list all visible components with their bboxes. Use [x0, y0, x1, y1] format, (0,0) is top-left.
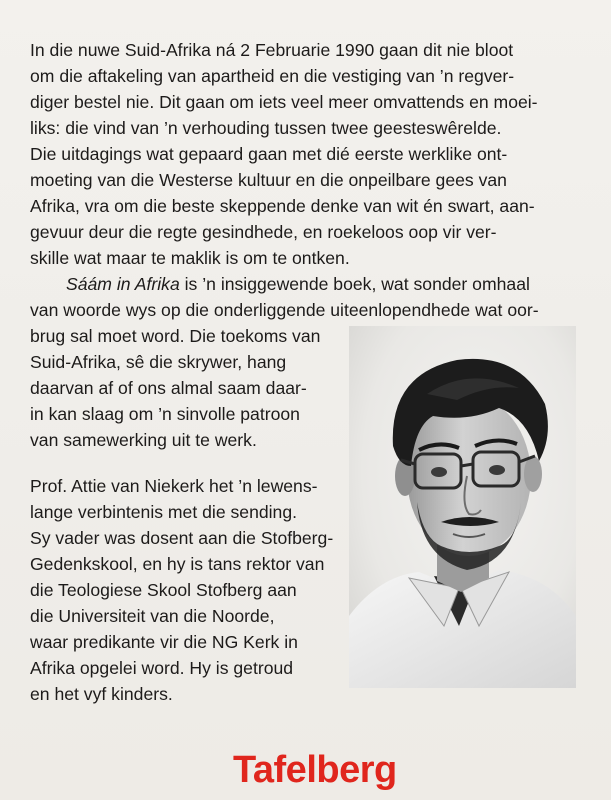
bio-line: Sy vader was dosent aan die Stofberg- — [30, 528, 334, 548]
bio-line: en het vyf kinders. — [30, 684, 173, 704]
blurb-line: Afrika, vra om die beste skeppende denke van wit én swart, aan- — [30, 196, 535, 216]
author-photo — [349, 326, 576, 688]
book-title: Sáám in Afrika — [66, 274, 180, 294]
blurb-text: is ’n insiggewende boek, wat sonder omhaal — [179, 274, 530, 294]
bio-line: Prof. Attie van Niekerk het ’n lewens- — [30, 476, 318, 496]
blurb-line: in kan slaag om ’n sinvolle patroon — [30, 404, 300, 424]
blurb-line: van samewerking uit te werk. — [30, 430, 257, 450]
blurb-line: diger bestel nie. Dit gaan om iets veel meer omvattends en moei- — [30, 92, 538, 112]
blurb-line: gevuur deur die regte gesindhede, en roekeloos oop vir ver- — [30, 222, 497, 242]
blurb-line: om die aftakeling van apartheid en die vestiging van ’n regver- — [30, 66, 515, 86]
bio-line: lange verbintenis met die sending. — [30, 502, 298, 522]
blurb-line: daarvan af of ons almal saam daar- — [30, 378, 307, 398]
blurb-line: Suid-Afrika, sê die skrywer, hang — [30, 352, 287, 372]
publisher-logo: Tafelberg — [233, 749, 397, 791]
blurb-line: van woorde wys op die onderliggende uiteenlopendhede wat oor- — [30, 300, 539, 320]
blurb-line: liks: die vind van ’n verhouding tussen twee geesteswêrelde. — [30, 118, 502, 138]
blurb-line: skille wat maar te maklik is om te ontken. — [30, 248, 350, 268]
bio-line: Gedenkskool, en hy is tans rektor van — [30, 554, 325, 574]
blurb-line: brug sal moet word. Die toekoms van — [30, 326, 321, 346]
portrait-icon — [349, 326, 576, 688]
blurb-line: Die uitdagings wat gepaard gaan met dié eerste werklike ont- — [30, 144, 508, 164]
blurb-line — [66, 271, 530, 297]
blurb-line: moeting van die Westerse kultuur en die onpeilbare gees van — [30, 170, 507, 190]
bio-line: Afrika opgelei word. Hy is getroud — [30, 658, 294, 678]
bio-line: die Universiteit van die Noorde, — [30, 606, 275, 626]
blurb-line: In die nuwe Suid-Afrika ná 2 Februarie 1990 gaan dit nie bloot — [30, 40, 514, 60]
bio-line: die Teologiese Skool Stofberg aan — [30, 580, 297, 600]
bio-line: waar predikante vir die NG Kerk in — [30, 632, 298, 652]
